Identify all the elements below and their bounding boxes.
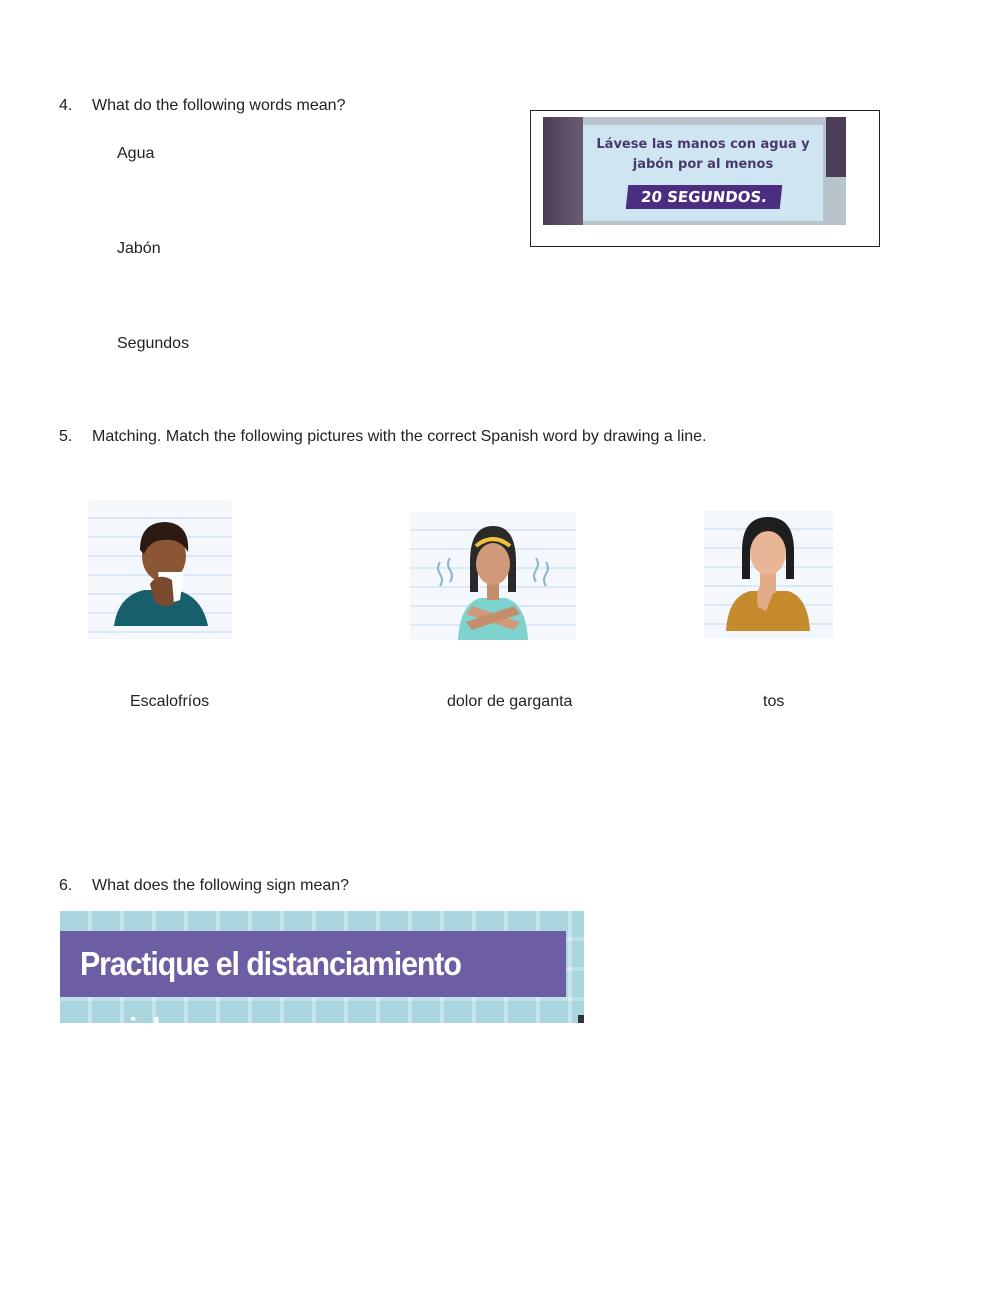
sign-line-2: jabón por al menos	[632, 157, 774, 172]
shivering-person-icon	[410, 512, 576, 640]
question-4-text: What do the following words mean?	[92, 97, 346, 114]
question-4-number: 4.	[59, 97, 73, 114]
match-word-escalofrios: Escalofríos	[130, 693, 210, 710]
coughing-person-icon	[88, 500, 232, 639]
social-distancing-sign-image	[60, 911, 584, 1048]
vocab-word-jabon: Jabón	[117, 240, 161, 257]
match-word-dolor-de-garganta: dolor de garganta	[447, 693, 573, 710]
sore-throat-person-icon	[704, 511, 833, 639]
vocab-word-segundos: Segundos	[117, 335, 190, 352]
question-5-text: Matching. Match the following pictures with the correct Spanish word by drawing a line.	[92, 428, 707, 445]
handwashing-sign-card	[583, 125, 823, 221]
question-6-text: What does the following sign mean?	[92, 877, 350, 894]
sign-highlight-text: 20 SEGUNDOS.	[640, 188, 768, 206]
sign-highlight	[626, 185, 783, 209]
social-distancing-sign-band	[60, 931, 566, 1048]
vocab-word-agua: Agua	[117, 145, 155, 162]
handwashing-sign-frame	[530, 110, 880, 247]
question-6-number: 6.	[59, 877, 73, 894]
question-5-number: 5.	[59, 428, 73, 445]
handwashing-sign-image	[543, 117, 846, 225]
match-word-tos: tos	[763, 693, 785, 710]
sign-line-1: Lávese las manos con agua y	[596, 137, 810, 152]
social-distancing-sign-text: Practique el distanciamiento social	[80, 945, 461, 1048]
